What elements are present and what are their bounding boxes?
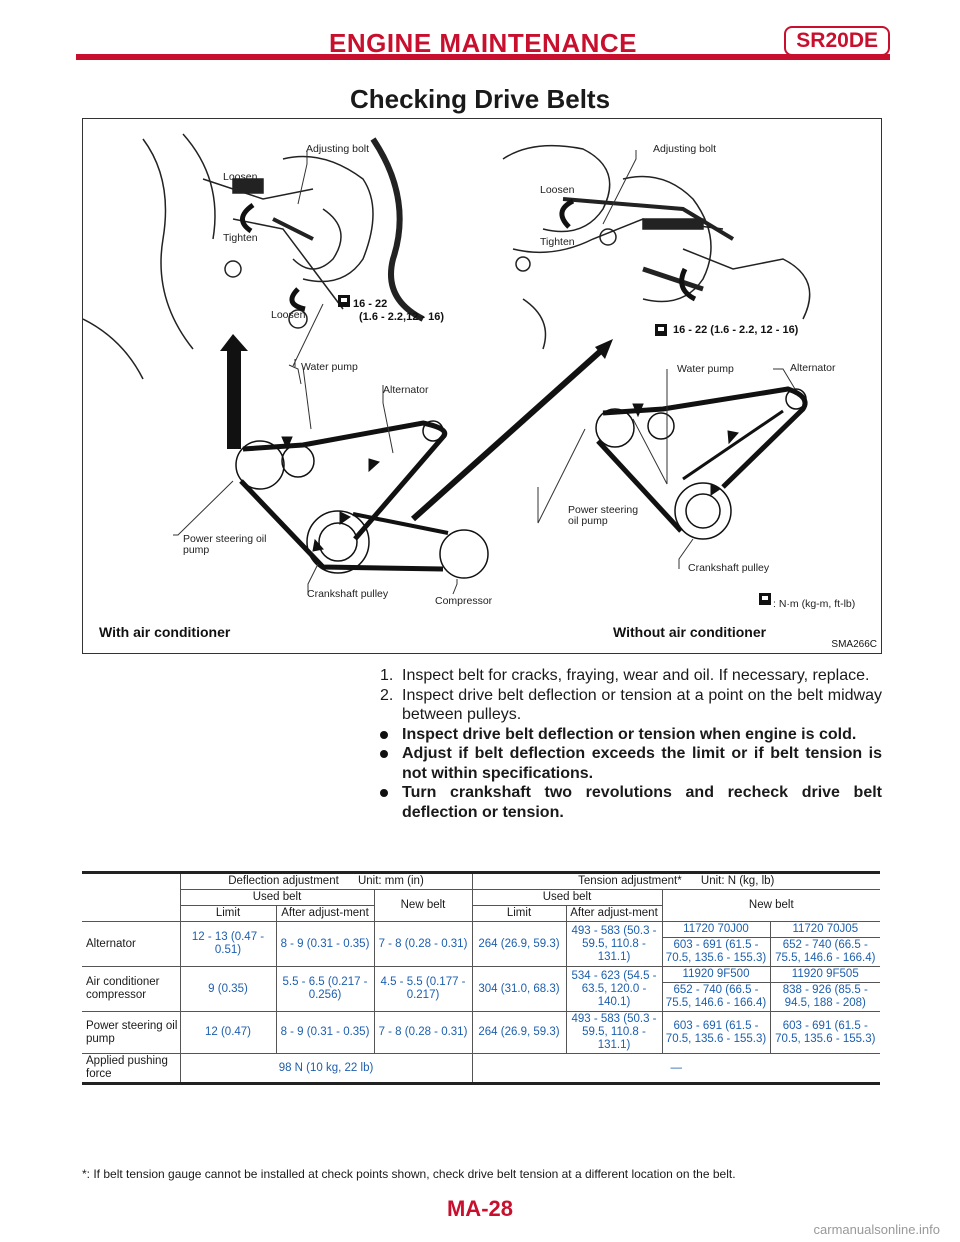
table-cell: 603 - 691 (61.5 - 70.5, 135.6 - 155.3)	[662, 938, 770, 967]
row-label: Air conditioner compressor	[82, 967, 180, 1012]
page-header	[76, 26, 890, 62]
bullet-icon	[380, 783, 402, 822]
instruction-step	[380, 666, 882, 686]
belt-part-number: 11720 70J05	[770, 922, 880, 938]
step-text: Inspect drive belt deflection or tension at a point on the belt midway between pulleys.	[402, 686, 882, 723]
torque-wrench-icon	[655, 324, 667, 336]
table-cell: 9 (0.35)	[180, 967, 276, 1012]
table-cell: 493 - 583 (50.3 - 59.5, 110.8 - 131.1)	[566, 922, 662, 967]
table-row	[82, 1012, 880, 1054]
new-belt-header: New belt	[374, 890, 472, 922]
table-cell: 4.5 - 5.5 (0.177 - 0.217)	[374, 967, 472, 1012]
step-number: 1.	[380, 667, 394, 684]
table-cell: 12 (0.47)	[180, 1012, 276, 1054]
table-cell: —	[472, 1054, 880, 1084]
label-loosen-left-bottom: Loosen	[271, 309, 306, 321]
table-cell: 652 - 740 (66.5 - 75.5, 146.6 - 166.4)	[662, 983, 770, 1012]
caption-without-ac: Without air conditioner	[613, 624, 767, 640]
label-torque-left	[353, 298, 444, 324]
instruction-step	[380, 686, 882, 725]
power-steering-left-line2: pump	[183, 544, 210, 556]
label-compressor: Compressor	[435, 595, 493, 607]
table-cell: 534 - 623 (54.5 - 63.5, 120.0 - 140.1)	[566, 967, 662, 1012]
label-torque-units: : N·m (kg-m, ft-lb)	[773, 598, 856, 610]
used-belt-header: Used belt	[472, 890, 662, 906]
power-steering-left-line1: Power steering oil	[183, 533, 267, 545]
table-cell: 603 - 691 (61.5 - 70.5, 135.6 - 155.3)	[662, 1012, 770, 1054]
table-cell: 8 - 9 (0.31 - 0.35)	[276, 1012, 374, 1054]
table-cell: 12 - 13 (0.47 - 0.51)	[180, 922, 276, 967]
table-row	[82, 922, 880, 938]
table-cell: 7 - 8 (0.28 - 0.31)	[374, 922, 472, 967]
figure-code: SMA266C	[831, 639, 877, 650]
table-cell: 264 (26.9, 59.3)	[472, 922, 566, 967]
limit-header: Limit	[472, 906, 566, 922]
belt-diagram-figure	[82, 118, 882, 654]
label-power-steering-right	[568, 505, 638, 527]
loosen-arrow-icon	[242, 205, 253, 231]
table-row	[82, 890, 880, 906]
table-cell: 652 - 740 (66.5 - 75.5, 146.6 - 166.4)	[770, 938, 880, 967]
loosen-arrow-icon	[292, 289, 305, 309]
step-number: 2.	[380, 686, 394, 704]
page-title: Checking Drive Belts	[349, 84, 611, 114]
label-water-pump-right: Water pump	[677, 363, 734, 375]
label-tighten-right: Tighten	[540, 236, 575, 248]
table-cell: 5.5 - 6.5 (0.217 - 0.256)	[276, 967, 374, 1012]
row-label: Alternator	[82, 922, 180, 967]
torque-wrench-icon	[338, 295, 350, 307]
table-cell: 603 - 691 (61.5 - 70.5, 135.6 - 155.3)	[770, 1012, 880, 1054]
belt-part-number: 11720 70J00	[662, 922, 770, 938]
instruction-bullet	[380, 783, 882, 822]
label-water-pump-left: Water pump	[301, 361, 358, 373]
label-torque-right: 16 - 22 (1.6 - 2.2, 12 - 16)	[673, 324, 799, 336]
bullet-text: Turn crankshaft two revolutions and recheck drive belt deflection or tension.	[402, 784, 882, 821]
bullet-text: Adjust if belt deflection exceeds the limit or if belt tension is not within specifications.	[402, 745, 882, 782]
table-row	[82, 873, 880, 890]
left-belt-layout	[236, 421, 488, 578]
row-label: Applied pushing force	[82, 1054, 180, 1084]
label-adjusting-bolt-left: Adjusting bolt	[306, 143, 370, 155]
step-text: Inspect belt for cracks, fraying, wear and oil. If necessary, replace.	[402, 667, 870, 684]
label-crankshaft-pulley-right: Crankshaft pulley	[688, 562, 770, 574]
table-cell: 493 - 583 (50.3 - 59.5, 110.8 - 131.1)	[566, 1012, 662, 1054]
footnote: *: If belt tension gauge cannot be installed at check points shown, check drive belt tension at a different location on the belt.	[82, 1167, 736, 1181]
label-tighten-left: Tighten	[223, 232, 258, 244]
table-cell: 98 N (10 kg, 22 lb)	[180, 1054, 472, 1084]
row-label: Power steering oil pump	[82, 1012, 180, 1054]
label-power-steering-left	[183, 534, 266, 556]
after-adjustment-header: After adjust-ment	[276, 906, 374, 922]
after-adjustment-header: After adjust-ment	[566, 906, 662, 922]
limit-header: Limit	[180, 906, 276, 922]
loosen-arrow-icon	[562, 201, 573, 227]
label-loosen-left-top: Loosen	[223, 171, 258, 183]
table-cell: 8 - 9 (0.31 - 0.35)	[276, 922, 374, 967]
tension-header: Tension adjustment* Unit: N (kg, lb)	[472, 873, 880, 890]
belt-part-number: 11920 9F505	[770, 967, 880, 983]
table-cell: 7 - 8 (0.28 - 0.31)	[374, 1012, 472, 1054]
bullet-icon	[380, 725, 402, 745]
belt-part-number: 11920 9F500	[662, 967, 770, 983]
label-loosen-right: Loosen	[540, 184, 575, 196]
bullet-text: Inspect drive belt deflection or tension when engine is cold.	[402, 725, 857, 743]
torque-left-line1: 16 - 22	[353, 298, 388, 310]
table-row	[82, 1054, 880, 1084]
table-cell: 304 (31.0, 68.3)	[472, 967, 566, 1012]
torque-left-line2: (1.6 - 2.2,12 - 16)	[359, 311, 444, 323]
label-adjusting-bolt-right: Adjusting bolt	[653, 143, 717, 155]
instruction-bullet	[380, 744, 882, 783]
pointer-arrow-icon	[220, 334, 248, 449]
label-alternator-right: Alternator	[790, 362, 836, 374]
engine-badge: SR20DE	[784, 26, 890, 56]
section-title: ENGINE MAINTENANCE	[328, 28, 637, 58]
instructions	[380, 666, 882, 822]
table-row	[82, 967, 880, 983]
power-steering-right-line1: Power steering	[568, 504, 639, 516]
table-corner	[82, 873, 180, 922]
caption-with-ac: With air conditioner	[99, 624, 231, 640]
power-steering-right-line2: oil pump	[568, 515, 608, 527]
watermark: carmanualsonline.info	[813, 1222, 940, 1237]
new-belt-header: New belt	[662, 890, 880, 922]
belt-spec-table	[82, 871, 880, 1085]
page-number: MA-28	[446, 1196, 513, 1221]
label-crankshaft-pulley-left: Crankshaft pulley	[307, 588, 389, 600]
table-cell: 264 (26.9, 59.3)	[472, 1012, 566, 1054]
label-alternator-left: Alternator	[383, 384, 429, 396]
instruction-bullet	[380, 725, 882, 745]
bullet-icon	[380, 744, 402, 783]
table-cell: 838 - 926 (85.5 - 94.5, 188 - 208)	[770, 983, 880, 1012]
used-belt-header: Used belt	[180, 890, 374, 906]
torque-wrench-icon	[759, 593, 771, 605]
pointer-arrow-icon	[413, 349, 603, 519]
deflection-header: Deflection adjustment Unit: mm (in)	[180, 873, 472, 890]
